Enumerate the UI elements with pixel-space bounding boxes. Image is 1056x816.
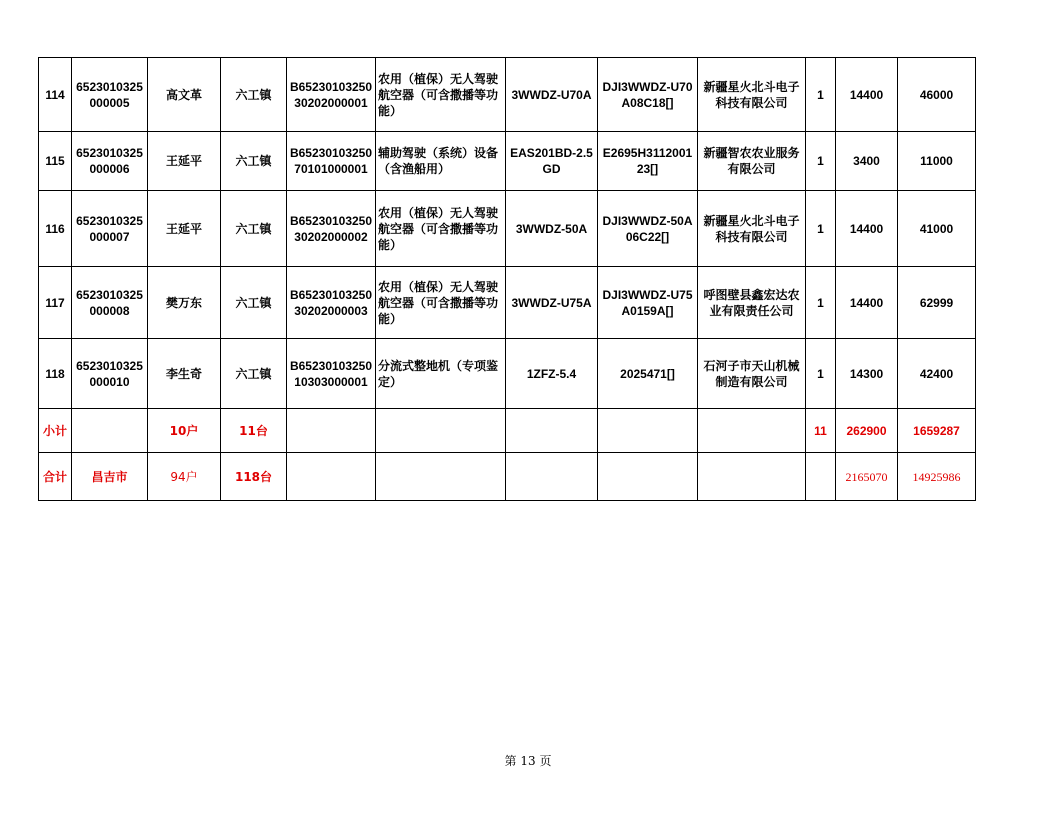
cell-name: 樊万东: [148, 267, 221, 339]
cell-subsidy: 14300: [836, 339, 898, 409]
cell-qty: 1: [806, 132, 836, 191]
cell-item: B6523010325070101000001: [287, 132, 376, 191]
empty-cell: [806, 453, 836, 501]
cell-town: 六工镇: [221, 339, 287, 409]
cell-town: 六工镇: [221, 267, 287, 339]
table-row: [39, 267, 976, 339]
cell-item: B6523010325010303000001: [287, 339, 376, 409]
subsidy-table: [38, 57, 976, 501]
table-row: [39, 191, 976, 267]
cell-item: B6523010325030202000002: [287, 191, 376, 267]
cell-no: 114: [39, 58, 72, 132]
cell-model: EAS201BD-2.5GD: [506, 132, 598, 191]
subtotal-qty: 11: [806, 409, 836, 453]
cell-code: 6523010325000010: [72, 339, 148, 409]
total-subsidy: 2165070: [836, 453, 898, 501]
empty-cell: [598, 453, 698, 501]
subtotal-row: [39, 409, 976, 453]
cell-serial: E2695H311200123[]: [598, 132, 698, 191]
total-region: 昌吉市: [72, 453, 148, 501]
cell-price: 62999: [898, 267, 976, 339]
empty-cell: [376, 409, 506, 453]
cell-no: 117: [39, 267, 72, 339]
empty-cell: [287, 453, 376, 501]
cell-serial: 2025471[]: [598, 339, 698, 409]
cell-model: 1ZFZ-5.4: [506, 339, 598, 409]
empty-cell: [506, 409, 598, 453]
cell-serial: DJI3WWDZ-50A06C22[]: [598, 191, 698, 267]
subtotal-label: 小计: [39, 409, 72, 453]
cell-code: 6523010325000007: [72, 191, 148, 267]
empty-cell: [506, 453, 598, 501]
table-body: [39, 58, 976, 409]
empty-cell: [598, 409, 698, 453]
cell-model: 3WWDZ-U70A: [506, 58, 598, 132]
cell-qty: 1: [806, 191, 836, 267]
cell-code: 6523010325000006: [72, 132, 148, 191]
table-row: [39, 339, 976, 409]
cell-price: 41000: [898, 191, 976, 267]
cell-item: B6523010325030202000001: [287, 58, 376, 132]
cell-serial: DJI3WWDZ-U75A0159A[]: [598, 267, 698, 339]
cell-code: 6523010325000005: [72, 58, 148, 132]
cell-no: 116: [39, 191, 72, 267]
table-row: [39, 58, 976, 132]
empty-cell: [698, 409, 806, 453]
subtotal-households: 10户: [148, 409, 221, 453]
cell-qty: 1: [806, 267, 836, 339]
cell-no: 118: [39, 339, 72, 409]
cell-maker: 新疆智农农业服务有限公司: [698, 132, 806, 191]
cell-name: 高文革: [148, 58, 221, 132]
cell-item: B6523010325030202000003: [287, 267, 376, 339]
cell-name: 王延平: [148, 132, 221, 191]
cell-price: 11000: [898, 132, 976, 191]
cell-qty: 1: [806, 339, 836, 409]
cell-type: 农用（植保）无人驾驶航空器（可含撒播等功能）: [376, 267, 506, 339]
cell-price: 42400: [898, 339, 976, 409]
table-row: [39, 132, 976, 191]
cell-maker: 石河子市天山机械制造有限公司: [698, 339, 806, 409]
cell-subsidy: 14400: [836, 191, 898, 267]
empty-cell: [72, 409, 148, 453]
empty-cell: [698, 453, 806, 501]
total-households: 94户: [148, 453, 221, 501]
cell-type: 农用（植保）无人驾驶航空器（可含撒播等功能）: [376, 58, 506, 132]
cell-no: 115: [39, 132, 72, 191]
cell-type: 农用（植保）无人驾驶航空器（可含撒播等功能）: [376, 191, 506, 267]
cell-code: 6523010325000008: [72, 267, 148, 339]
empty-cell: [287, 409, 376, 453]
subtotal-price: 1659287: [898, 409, 976, 453]
subtotal-units: 11台: [221, 409, 287, 453]
cell-name: 李生奇: [148, 339, 221, 409]
cell-subsidy: 3400: [836, 132, 898, 191]
cell-qty: 1: [806, 58, 836, 132]
cell-type: 分流式整地机（专项鉴定）: [376, 339, 506, 409]
total-price: 14925986: [898, 453, 976, 501]
cell-town: 六工镇: [221, 191, 287, 267]
cell-model: 3WWDZ-U75A: [506, 267, 598, 339]
cell-maker: 新疆星火北斗电子科技有限公司: [698, 58, 806, 132]
cell-name: 王延平: [148, 191, 221, 267]
cell-town: 六工镇: [221, 132, 287, 191]
total-label: 合计: [39, 453, 72, 501]
subtotal-subsidy: 262900: [836, 409, 898, 453]
cell-maker: 新疆星火北斗电子科技有限公司: [698, 191, 806, 267]
cell-model: 3WWDZ-50A: [506, 191, 598, 267]
empty-cell: [376, 453, 506, 501]
cell-maker: 呼图壁县鑫宏达农业有限责任公司: [698, 267, 806, 339]
cell-subsidy: 14400: [836, 58, 898, 132]
total-row: [39, 453, 976, 501]
cell-price: 46000: [898, 58, 976, 132]
total-units: 118台: [221, 453, 287, 501]
page-number: 第 13 页: [504, 754, 552, 768]
cell-serial: DJI3WWDZ-U70A08C18[]: [598, 58, 698, 132]
cell-type: 辅助驾驶（系统）设备（含渔船用）: [376, 132, 506, 191]
cell-town: 六工镇: [221, 58, 287, 132]
cell-subsidy: 14400: [836, 267, 898, 339]
